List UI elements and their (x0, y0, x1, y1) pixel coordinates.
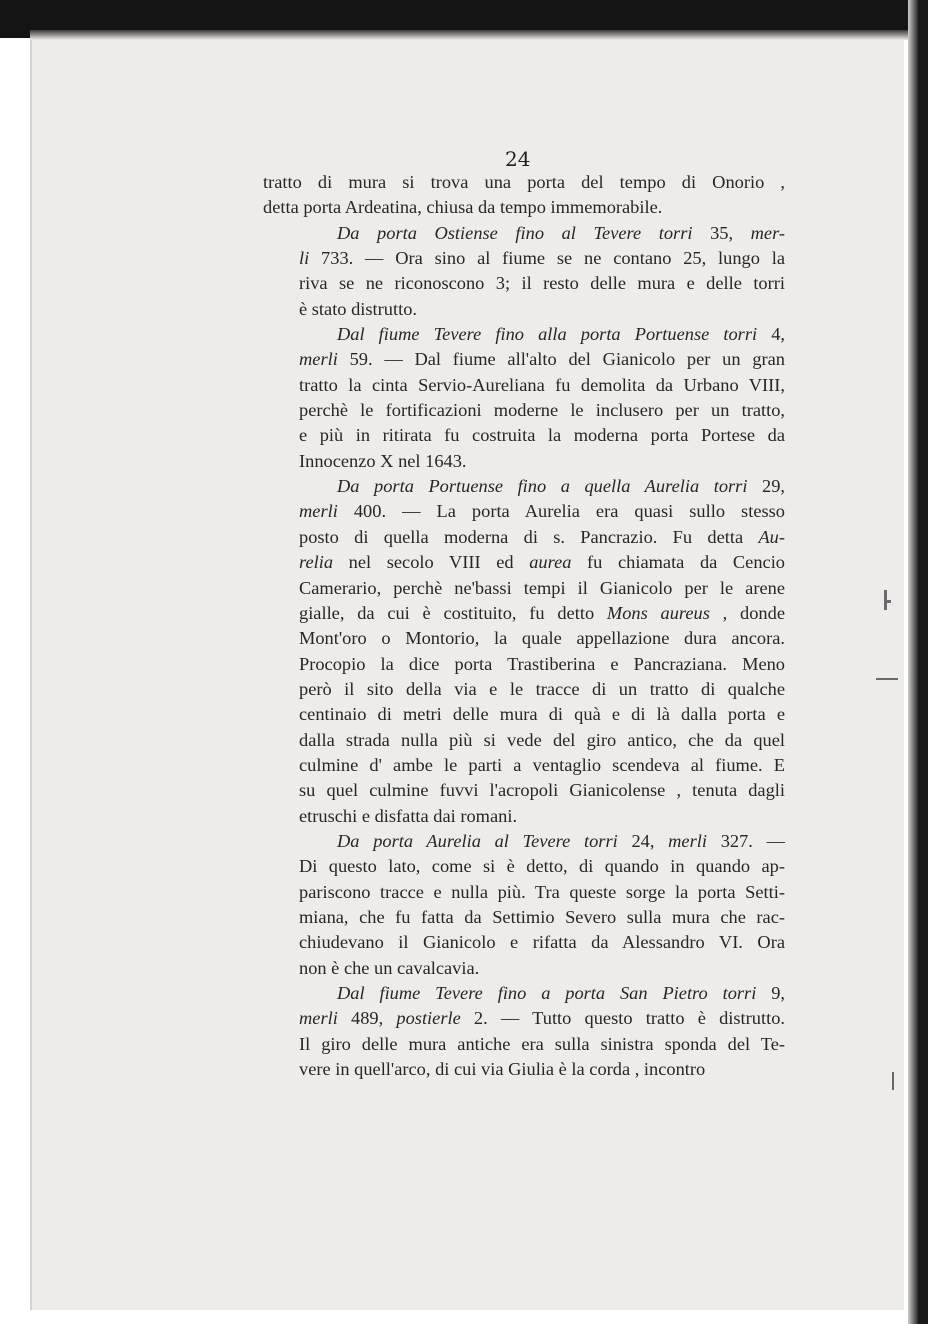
text-run: è stato distrutto. (299, 298, 417, 319)
text-line (263, 1057, 785, 1082)
text-run: etruschi e disfatta dai romani. (299, 805, 518, 826)
text-run: 4, (757, 324, 785, 345)
scan-speck (884, 590, 887, 610)
text-run: Innocenzo X nel 1643. (299, 450, 467, 471)
text-line (263, 677, 785, 702)
text-run: Il giro delle mura antiche era sulla sinistra sponda del Te- (299, 1033, 785, 1054)
text-line (263, 1006, 785, 1031)
text-line (263, 702, 785, 727)
text-line (263, 297, 785, 322)
text-line (263, 322, 785, 347)
italic-run: mer- (750, 222, 785, 243)
text-line (263, 728, 785, 753)
italic-run: merli (299, 349, 338, 370)
text-line (263, 854, 785, 879)
paragraph (263, 474, 785, 829)
text-run: riva se ne riconoscono 3; il resto delle mura e delle torri (299, 273, 785, 294)
text-run: detta porta Ardeatina, chiusa da tempo immemorabile. (263, 197, 663, 218)
paragraph (263, 322, 785, 474)
text-line (263, 499, 785, 524)
text-run: Procopio la dice porta Trastiberina e Pancraziana. Meno (299, 653, 785, 674)
body-text (263, 170, 785, 1082)
scan-speck (892, 1072, 894, 1090)
text-run: 489, (337, 1008, 397, 1029)
text-run: tratto di mura si trova una porta del tempo di Onorio , (263, 172, 785, 192)
text-run: 9, (756, 983, 785, 1003)
italic-run: aurea (529, 552, 572, 573)
text-line (263, 398, 785, 423)
text-line (263, 271, 785, 296)
text-line (263, 550, 785, 575)
text-line (263, 170, 785, 195)
text-line (263, 246, 785, 271)
text-run: nel secolo VIII ed (333, 552, 530, 573)
text-line (263, 576, 785, 601)
italic-run: merli (299, 501, 338, 522)
italic-run: Dal fiume Tevere fino a porta San Pietro torri (337, 983, 757, 1003)
italic-run: Da porta Ostiense fino al Tevere torri (337, 222, 693, 243)
text-line (263, 195, 785, 220)
italic-run: Dal fiume Tevere fino alla porta Portuense torri (337, 324, 758, 345)
italic-run: Au- (758, 526, 785, 547)
text-run: su quel culmine fuvvi l'acropoli Gianicolense , tenuta dagli (299, 780, 785, 801)
text-run: e più in ritirata fu costruita la moderna porta Portese da (299, 425, 785, 446)
text-line (263, 804, 785, 829)
text-run: vere in quell'arco, di cui via Giulia è la corda , incontro (299, 1059, 706, 1080)
italic-run: relia (299, 552, 334, 573)
text-line (263, 753, 785, 778)
text-line (263, 652, 785, 677)
text-line (263, 525, 785, 550)
text-run: tratto la cinta Servio-Aureliana fu demolita da Urbano VIII, (299, 374, 785, 395)
text-run: culmine d' ambe le parti a ventaglio scendeva al fiume. E (299, 754, 785, 775)
text-line (263, 449, 785, 474)
text-run: 327. — (706, 830, 785, 851)
italic-run: Da porta Aurelia al Tevere torri (337, 830, 618, 851)
scan-speck (876, 678, 898, 680)
italic-run: li (299, 248, 310, 269)
text-line (263, 981, 785, 1006)
text-line (263, 956, 785, 981)
text-run: Di questo lato, come si è detto, di quando in quando ap- (299, 856, 785, 877)
italic-run: postierle (396, 1008, 461, 1029)
italic-run: Da porta Portuense fino a quella Aurelia torri (337, 476, 748, 497)
text-line (263, 601, 785, 626)
paragraph (263, 981, 785, 1082)
text-line (263, 474, 785, 499)
text-run: 59. — Dal fiume all'alto del Gianicolo per un gran (337, 349, 785, 370)
text-line (263, 347, 785, 372)
paragraph (263, 829, 785, 981)
text-run: 35, (692, 222, 751, 243)
text-line (263, 626, 785, 651)
text-run: posto di quella moderna di s. Pancrazio. Fu detta (299, 526, 759, 547)
text-line (263, 778, 785, 803)
scan-right-shadow (908, 0, 918, 1324)
text-run: 29, (747, 476, 785, 497)
text-line (263, 880, 785, 905)
text-run: pariscono tracce e nulla più. Tra queste sorge la porta Setti- (299, 881, 785, 902)
text-run: , donde (709, 602, 785, 623)
italic-run: Mons aureus (606, 602, 710, 623)
text-line (263, 905, 785, 930)
text-line (263, 423, 785, 448)
text-run: centinaio di metri delle mura di quà e di là dalla porta e (299, 704, 785, 725)
italic-run: merli (668, 830, 707, 851)
paragraph (263, 221, 785, 322)
text-run: non è che un cavalcavia. (299, 957, 480, 978)
text-line (263, 930, 785, 955)
text-run: miana, che fu fatta da Settimio Severo sulla mura che rac- (299, 906, 785, 927)
scan-shadow (30, 30, 910, 40)
paragraph (263, 170, 785, 221)
text-run: fu chiamata da Cencio (571, 552, 786, 573)
scan-right-border (918, 0, 928, 1324)
text-run: 400. — La porta Aurelia era quasi sullo stesso (337, 501, 785, 522)
text-run: 733. — Ora sino al fiume se ne contano 25, lungo la (309, 248, 785, 269)
text-run: chiudevano il Gianicolo e rifatta da Alessandro VI. Ora (299, 932, 785, 953)
italic-run: merli (299, 1008, 338, 1029)
text-run: Camerario, perchè ne'bassi tempi il Gianicolo per le arene (299, 577, 785, 598)
text-run: gialle, da cui è costituito, fu detto (299, 602, 607, 623)
text-run: 2. — Tutto questo tratto è distrutto. (460, 1008, 785, 1029)
text-line (263, 373, 785, 398)
text-run: 24, (617, 830, 669, 851)
page-number: 24 (505, 147, 531, 171)
text-run: perchè le fortificazioni moderne le inclusero per un tratto, (299, 400, 785, 421)
text-line (263, 829, 785, 854)
text-run: però il sito della via e le tracce di un tratto di qualche (299, 678, 785, 699)
text-line (263, 1032, 785, 1057)
text-line (263, 221, 785, 246)
text-run: dalla strada nulla più si vede del giro antico, che da quel (299, 729, 785, 750)
text-run: Mont'oro o Montorio, la quale appellazione dura ancora. (299, 628, 785, 649)
